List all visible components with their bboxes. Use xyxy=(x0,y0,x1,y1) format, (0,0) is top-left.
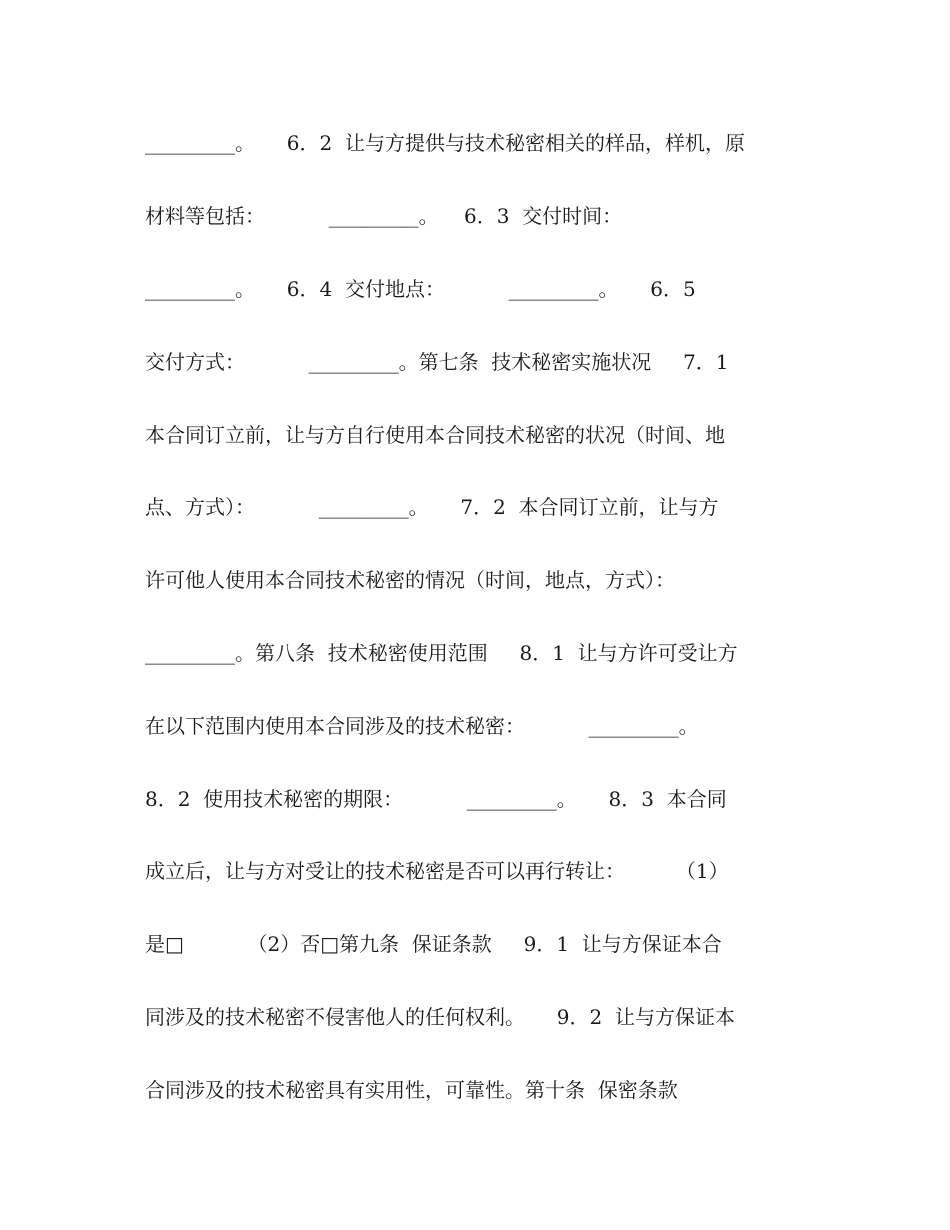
text-line: 许可他人使用本合同技术秘密的情况（时间，地点，方式）： xyxy=(145,568,675,592)
text-line: 点、方式）： _________。 7．2 本合同订立前，让与方 xyxy=(145,495,719,519)
text-line: 在以下范围内使用本合同涉及的技术秘密： _________。 xyxy=(145,714,699,738)
text-line: 本合同订立前，让与方自行使用本合同技术秘密的状况（时间、地 xyxy=(145,423,725,447)
text-line: 8．2 使用技术秘密的期限： _________。 8．3 本合同 xyxy=(145,787,727,811)
text-line: _________。 6．2 让与方提供与技术秘密相关的样品，样机，原 xyxy=(145,131,745,155)
text-line: _________。 6．4 交付地点： _________。 6．5 xyxy=(145,277,696,301)
text-line: 交付方式： _________。第七条 技术秘密实施状况 7．1 xyxy=(145,350,729,374)
text-line: 是□ （2）否□第九条 保证条款 9．1 让与方保证本合 xyxy=(145,932,722,956)
text-line: 成立后，让与方对受让的技术秘密是否可以再行转让： （1） xyxy=(145,859,729,883)
text-line: 同涉及的技术秘密不侵害他人的任何权利。 9．2 让与方保证本 xyxy=(145,1005,735,1029)
text-line: 材料等包括： _________。 6．3 交付时间： xyxy=(145,204,623,228)
text-line: _________。第八条 技术秘密使用范围 8．1 让与方许可受让方 xyxy=(145,641,738,665)
text-line: 合同涉及的技术秘密具有实用性，可靠性。第十条 保密条款 xyxy=(145,1078,678,1102)
